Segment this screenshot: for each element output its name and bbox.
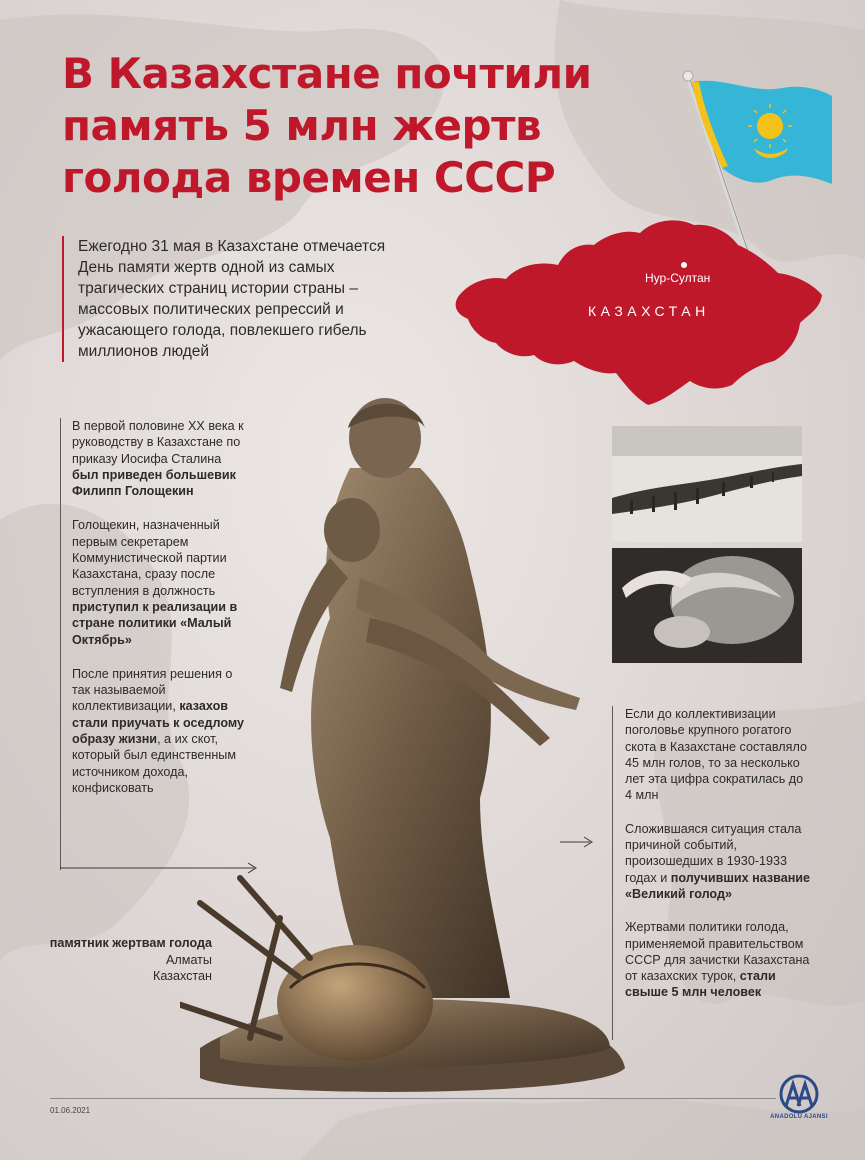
left-paragraph-1: [72, 418, 250, 499]
right-paragraph-3: [625, 919, 812, 1000]
capital-marker: [681, 262, 687, 268]
page-title: В Казахстане почтили память 5 млн жертв голода времен СССР: [62, 49, 592, 202]
footer-divider: [50, 1098, 776, 1099]
right-p3-bold: стали свыше 5 млн человек: [625, 969, 776, 1000]
left-p2-bold: приступил к реализации в стране политики «Малый Октябрь»: [72, 599, 238, 647]
publish-date: 01.06.2021: [50, 1106, 91, 1115]
right-paragraph-2: [625, 821, 812, 902]
capital-label: Нур-Султан: [645, 271, 711, 285]
arrow-right-icon: [560, 836, 594, 848]
left-paragraph-2: [72, 517, 250, 647]
left-p3-bold: казахов стали приучать к оседлому образу жизни: [72, 699, 245, 747]
right-p3-text: Жертвами политики голода, применяемой правительством СССР для зачистки Казахстана от казахских турок,: [625, 920, 810, 984]
intro-text: Ежегодно 31 мая в Казахстане отмечается День памяти жертв одной из самых трагических страниц истории страны – массовых политических репрессий и ужасающего голода, повлекшего гибель миллионов людей: [62, 236, 388, 362]
right-p2-text: Сложившаяся ситуация стала причиной событий, произошедших в 1930-1933 годах и: [625, 821, 802, 885]
left-p1-bold: был приведен большевик Филипп Голощекин: [72, 467, 236, 499]
right-p2-bold: получивших название «Великий голод»: [625, 870, 811, 901]
left-p3-text: После принятия решения о так называемой коллективизации,: [72, 666, 233, 714]
caption-city: Алматы: [166, 952, 212, 967]
right-text-column: [612, 706, 812, 1040]
left-text-column: [60, 418, 250, 870]
left-p3-tail: , а их скот, который был единственным источником дохода, конфисковать: [72, 732, 237, 795]
country-label: КАЗАХСТАН: [588, 303, 710, 319]
logo-text: ANADOLU AJANSI: [770, 1114, 828, 1120]
left-p1-text: В первой половине XX века к руководству в Казахстане по приказу Иосифа Сталина: [72, 419, 244, 466]
monument-caption: [30, 935, 212, 985]
arrow-right-icon: [60, 862, 260, 874]
left-paragraph-3: [72, 666, 250, 796]
kazakhstan-map: [448, 205, 828, 415]
caption-title: памятник жертвам голода: [49, 936, 212, 950]
archive-photo-crowd: [612, 426, 802, 542]
left-p2-text: Голощекин, назначенный первым секретарем Коммунистической партии Казахстана, сразу после вступления в должность: [72, 518, 227, 598]
right-paragraph-1: Если до коллективизации поголовье крупного рогатого скота в Казахстане составляло 45 млн голов, то за несколько лет эта цифра сократилась до 4 млн: [625, 707, 807, 803]
caption-country: Казахстан: [152, 969, 212, 983]
archive-photo-portrait: [612, 548, 802, 663]
